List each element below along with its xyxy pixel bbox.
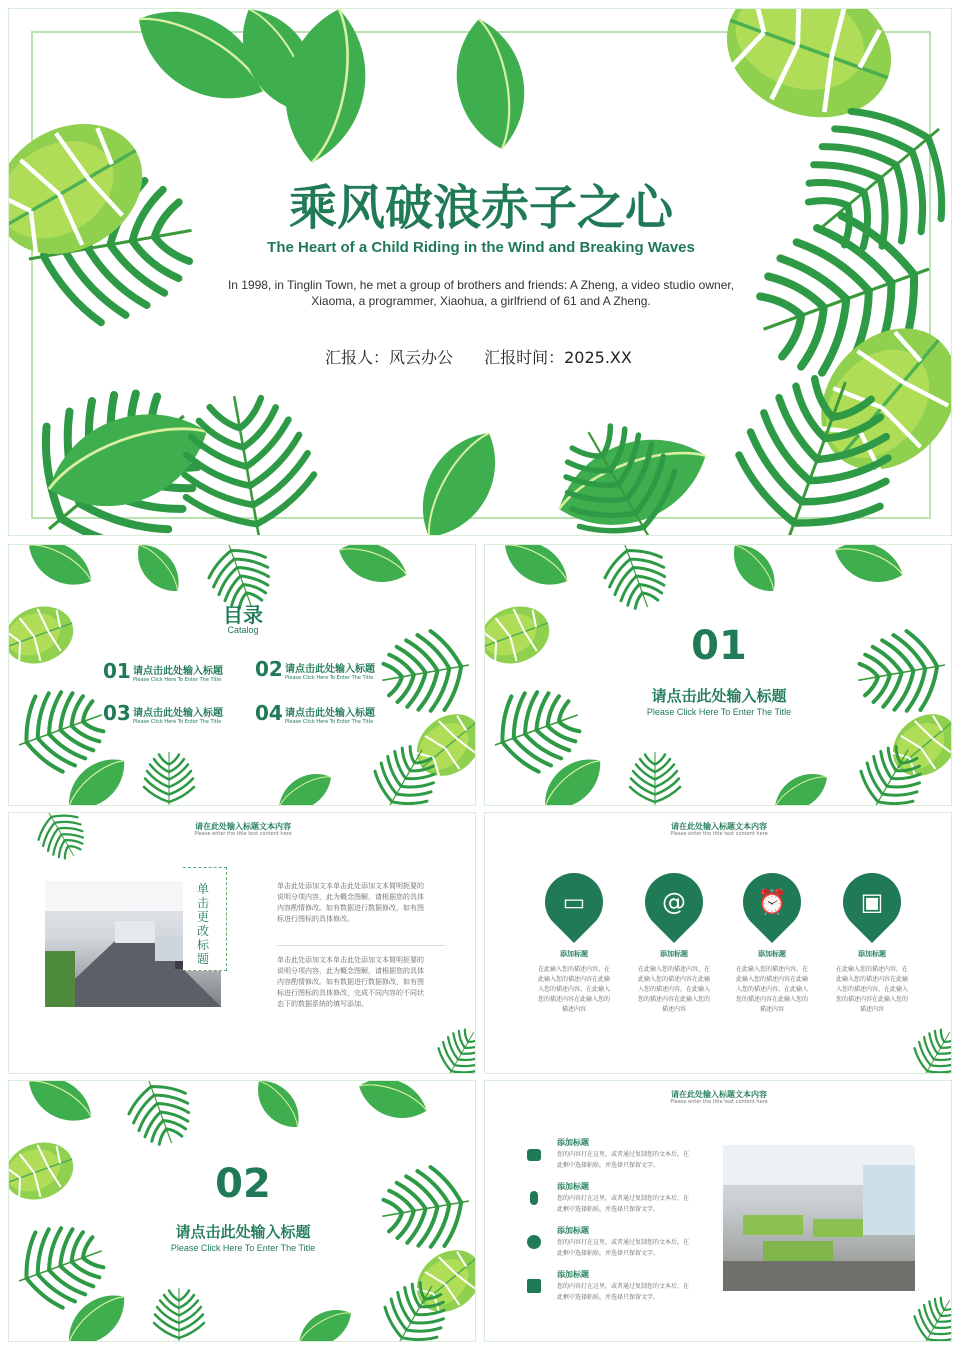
run-icon xyxy=(527,1235,541,1249)
section-01-leaf-decoration xyxy=(485,545,952,806)
list-item-line: 此框中选择粘贴，并选择只保留文字。 xyxy=(557,1294,660,1301)
content-header-title: 请在此处输入标题文本内容 xyxy=(671,822,767,831)
catalog-item-4[interactable] xyxy=(255,701,395,731)
feature-line: 在此输入您的描述内容，在 xyxy=(537,966,610,973)
feature-line: 入您的描述内容，在此输入 xyxy=(735,986,808,993)
section-02-slide xyxy=(8,1080,476,1342)
feature-line: 此输入您的描述内容在此输 xyxy=(537,976,610,983)
paragraph-line: 态下的数据系统的填写添加。 xyxy=(277,1000,368,1008)
paragraph-line: 单击此处添加文本单击此处添加文本简明扼要的 xyxy=(277,956,424,964)
content-a-slide xyxy=(8,812,476,1074)
list-item-line: 此框中选择粘贴，并选择只保留文字。 xyxy=(557,1162,660,1169)
content-paragraph-2 xyxy=(277,955,453,1010)
list-item xyxy=(527,1225,727,1265)
section-subtitle: Please Click Here To Enter The Title xyxy=(170,1243,316,1253)
cover-title: 乘风破浪赤子之心 xyxy=(288,180,673,236)
feature-line: 在此输入您的描述内容，在 xyxy=(735,966,808,973)
feature-title: 添加标题 xyxy=(858,950,886,958)
paragraph-line: 说明分项内容，此为概念图解，请根据您的具体 xyxy=(277,893,424,901)
alarm-clock-icon: ⏰ xyxy=(757,888,787,916)
feature-line: 您的描述内容在此输入您的 xyxy=(637,996,710,1003)
content-c-slide xyxy=(484,1080,952,1342)
catalog-title: 目录 xyxy=(223,603,263,627)
cover-leaf-decoration xyxy=(9,9,952,536)
feature-line: 描述内容 xyxy=(759,1006,784,1013)
content-header-subtitle: Please enter the title text content here xyxy=(670,831,768,837)
list-item-line: 此框中选择粘贴，并选择只保留文字。 xyxy=(557,1206,660,1213)
section-01-slide xyxy=(484,544,952,806)
catalog-item-number: 01 xyxy=(103,659,131,683)
radiation-icon xyxy=(527,1279,541,1293)
content-b-slide xyxy=(484,812,952,1074)
catalog-item-subtitle: Please Click Here To Enter The Title xyxy=(133,719,222,725)
catalog-item-number: 02 xyxy=(255,657,283,681)
catalog-item-title: 请点击此处输入标题 xyxy=(133,666,223,677)
catalog-item-title: 请点击此处输入标题 xyxy=(285,664,375,675)
feature-pin xyxy=(533,861,615,943)
feature-line: 描述内容 xyxy=(859,1006,884,1013)
feature-line: 入您的描述内容，在此输入 xyxy=(537,986,610,993)
catalog-item-2[interactable] xyxy=(255,657,395,687)
feature-line: 您的描述内容在此输入您的 xyxy=(537,996,610,1003)
catalog-subtitle: Catalog xyxy=(227,625,259,635)
feature-line: 在此输入您的描述内容，在 xyxy=(637,966,710,973)
feature-line: 此输入您的描述内容在此输 xyxy=(637,976,710,983)
list-item xyxy=(527,1181,727,1221)
paragraph-line: 说明分项内容，此为概念图解，请根据您的具体 xyxy=(277,967,424,975)
paragraph-line: 标进行图标的具体修改。 xyxy=(277,915,354,923)
feature-title: 添加标题 xyxy=(758,950,786,958)
section-02-leaf-decoration xyxy=(9,1081,476,1342)
section-subtitle: Please Click Here To Enter The Title xyxy=(646,707,792,717)
list-item-title: 添加标题 xyxy=(557,1182,589,1191)
paragraph-line: 标进行图标的具体修改，完成不同内容的不同状 xyxy=(277,989,424,997)
feature-line: 您的描述内容在此输入您的 xyxy=(735,996,808,1003)
feature-line: 此输入您的描述内容在此输 xyxy=(735,976,808,983)
content-header-subtitle: Please enter the title text content here xyxy=(670,1099,768,1105)
feature-pin xyxy=(633,861,715,943)
content-header-title: 请在此处输入标题文本内容 xyxy=(671,1090,767,1099)
feature-line: 描述内容 xyxy=(661,1006,686,1013)
catalog-slide xyxy=(8,544,476,806)
content-header-subtitle: Please enter the title text content here xyxy=(194,831,292,837)
feature-pin xyxy=(831,861,913,943)
catalog-item-subtitle: Please Click Here To Enter The Title xyxy=(285,675,374,681)
cover-reporter: 汇报人：风云办公 xyxy=(324,348,453,367)
section-number: 02 xyxy=(215,1161,271,1207)
cover-description-line-2: Xiaoma, a programmer, Xiaohua, a girlfriend of 61 and A Zheng. xyxy=(311,294,651,308)
catalog-item-number: 03 xyxy=(103,701,131,725)
feature-title: 添加标题 xyxy=(560,950,588,958)
feature-line: 此输入您的描述内容在此输 xyxy=(835,976,908,983)
catalog-item-subtitle: Please Click Here To Enter The Title xyxy=(133,677,222,683)
list-item xyxy=(527,1269,727,1309)
list-item-line: 此框中选择粘贴，并选择只保留文字。 xyxy=(557,1250,660,1257)
section-title[interactable]: 请点击此处输入标题 xyxy=(175,1223,311,1241)
catalog-item-title: 请点击此处输入标题 xyxy=(133,708,223,719)
list-item xyxy=(527,1137,727,1177)
feature-line: 您的描述内容在此输入您的 xyxy=(835,996,908,1003)
at-icon: @ xyxy=(662,888,686,916)
catalog-item-3[interactable] xyxy=(103,701,243,731)
list-item-title: 添加标题 xyxy=(557,1270,589,1279)
vertical-title: 单击更改标题 xyxy=(197,882,210,966)
catalog-item-number: 04 xyxy=(255,701,283,725)
catalog-item-title: 请点击此处输入标题 xyxy=(285,708,375,719)
list-item-line: 您的内容打在这里，或者通过复制您的文本后，在 xyxy=(557,1239,690,1246)
content-b-leaf-decoration xyxy=(485,813,952,1074)
list-item-line: 您的内容打在这里，或者通过复制您的文本后，在 xyxy=(557,1151,690,1158)
section-title[interactable]: 请点击此处输入标题 xyxy=(651,687,787,705)
vertical-title-box[interactable] xyxy=(183,867,227,971)
wallet-icon: ▣ xyxy=(860,888,884,916)
list-item-title: 添加标题 xyxy=(557,1138,589,1147)
cover-report-time: 汇报时间：2025.XX xyxy=(484,348,632,367)
paragraph-line: 内容酌情修改。如有数据进行数据修改，如有图 xyxy=(277,978,424,986)
cover-slide xyxy=(8,8,952,536)
paragraph-line: 内容酌情修改。如有数据进行数据修改，如有图 xyxy=(277,904,424,912)
catalog-item-subtitle: Please Click Here To Enter The Title xyxy=(285,719,374,725)
camera-icon xyxy=(527,1149,541,1161)
feature-line: 入您的描述内容，在此输入 xyxy=(637,986,710,993)
feature-pin xyxy=(731,861,813,943)
list-item-line: 您的内容打在这里，或者通过复制您的文本后，在 xyxy=(557,1283,690,1290)
office-workstations-photo xyxy=(723,1145,915,1291)
cover-subtitle: The Heart of a Child Riding in the Wind and Breaking Waves xyxy=(267,239,695,256)
microphone-icon xyxy=(530,1191,538,1205)
section-number: 01 xyxy=(691,623,747,669)
feature-line: 在此输入您的描述内容，在 xyxy=(835,966,908,973)
list-item-line: 您的内容打在这里，或者通过复制您的文本后，在 xyxy=(557,1195,690,1202)
cover-description-line-1: In 1998, in Tinglin Town, he met a group of brothers and friends: A Zheng, a video studio owner, xyxy=(227,278,735,292)
paragraph-line: 单击此处添加文本单击此处添加文本简明扼要的 xyxy=(277,882,424,890)
feature-line: 入您的描述内容，在此输入 xyxy=(835,986,908,993)
content-divider xyxy=(277,945,445,946)
content-paragraph-1 xyxy=(277,881,453,925)
feature-title: 添加标题 xyxy=(660,950,688,958)
feature-line: 描述内容 xyxy=(561,1006,586,1013)
catalog-item-1[interactable] xyxy=(103,659,243,689)
content-header-title: 请在此处输入标题文本内容 xyxy=(195,822,291,831)
laptop-icon: ▭ xyxy=(562,888,586,916)
list-item-title: 添加标题 xyxy=(557,1226,589,1235)
